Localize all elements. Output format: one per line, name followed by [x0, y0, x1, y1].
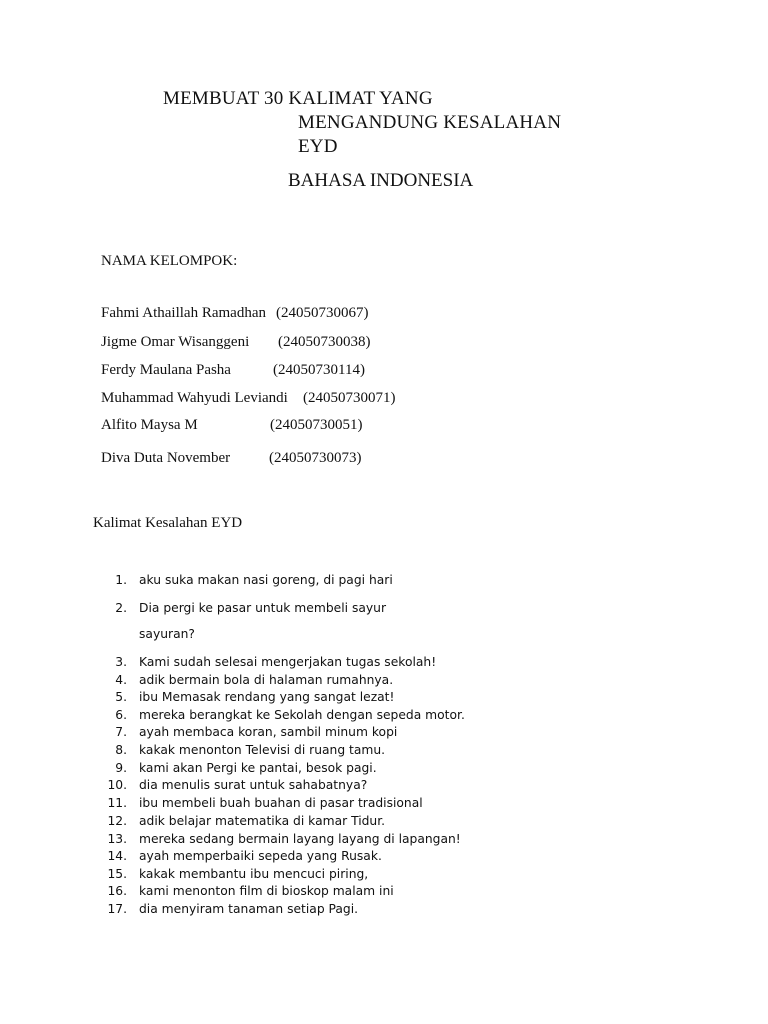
list-item-text: adik bermain bola di halaman rumahnya.: [139, 673, 394, 687]
list-item-text: mereka sedang bermain layang layang di lapangan!: [139, 832, 461, 846]
list-item-number: 5.: [115, 690, 127, 704]
list-item-number: 14.: [107, 849, 127, 863]
list-item: [0, 814, 768, 832]
member-id: (24050730067): [276, 305, 369, 321]
list-item-number: 8.: [115, 743, 127, 757]
list-item-text: dia menulis surat untuk sahabatnya?: [139, 778, 368, 792]
section-heading: Kalimat Kesalahan EYD: [93, 515, 243, 531]
member-id: (24050730071): [303, 390, 396, 406]
list-item-number: 12.: [107, 814, 127, 828]
list-item: [0, 601, 768, 619]
list-item-number: 10.: [107, 778, 127, 792]
list-item: [0, 655, 768, 673]
member-row: [101, 305, 431, 325]
list-item: [0, 884, 768, 902]
list-item: [0, 573, 768, 591]
list-item-continuation: [0, 627, 768, 645]
list-item: [0, 849, 768, 867]
list-item-number: 16.: [107, 884, 127, 898]
list-item: [0, 725, 768, 743]
list-item-text: kakak membantu ibu mencuci piring,: [139, 867, 369, 881]
list-item-text: ayah memperbaiki sepeda yang Rusak.: [139, 849, 382, 863]
title-line-3: EYD: [298, 136, 338, 157]
title-line-1: MEMBUAT 30 KALIMAT YANG: [163, 88, 433, 109]
member-row: [101, 390, 431, 410]
list-item-text: aku suka makan nasi goreng, di pagi hari: [139, 573, 393, 587]
list-item-number: 7.: [115, 725, 127, 739]
list-item-number: 15.: [107, 867, 127, 881]
list-item: [0, 708, 768, 726]
list-item-text: Dia pergi ke pasar untuk membeli sayur: [139, 601, 387, 615]
member-name: Alfito Maysa M: [101, 417, 198, 433]
list-item-text: kami menonton film di bioskop malam ini: [139, 884, 394, 898]
list-item-text: sayuran?: [139, 627, 195, 641]
list-item-number: 2.: [115, 601, 127, 615]
list-item-number: 1.: [115, 573, 127, 587]
list-item-text: kami akan Pergi ke pantai, besok pagi.: [139, 761, 377, 775]
list-item: [0, 796, 768, 814]
list-item-text: ibu Memasak rendang yang sangat lezat!: [139, 690, 395, 704]
list-item: [0, 690, 768, 708]
member-name: Ferdy Maulana Pasha: [101, 362, 231, 378]
list-item-text: Kami sudah selesai mengerjakan tugas sekolah!: [139, 655, 437, 669]
member-name: Diva Duta November: [101, 450, 231, 466]
list-item-number: 6.: [115, 708, 127, 722]
list-item-text: mereka berangkat ke Sekolah dengan sepeda motor.: [139, 708, 465, 722]
member-name: Jigme Omar Wisanggeni: [101, 334, 250, 350]
list-item: [0, 902, 768, 920]
member-id: (24050730073): [269, 450, 362, 466]
member-row: [101, 334, 431, 354]
member-id: (24050730051): [270, 417, 363, 433]
list-item-number: 3.: [115, 655, 127, 669]
member-row: [101, 450, 431, 470]
list-item-number: 4.: [115, 673, 127, 687]
list-item: [0, 832, 768, 850]
list-item-number: 11.: [107, 796, 127, 810]
list-item-text: ibu membeli buah buahan di pasar tradisional: [139, 796, 423, 810]
group-label: NAMA KELOMPOK:: [101, 253, 238, 269]
member-row: [101, 362, 431, 382]
member-row: [101, 417, 431, 437]
list-item-number: 17.: [107, 902, 127, 916]
list-item-number: 13.: [107, 832, 127, 846]
subject-heading: BAHASA INDONESIA: [288, 170, 474, 191]
list-item-text: adik belajar matematika di kamar Tidur.: [139, 814, 386, 828]
list-item: [0, 761, 768, 779]
list-item-number: 9.: [115, 761, 127, 775]
member-name: Muhammad Wahyudi Leviandi: [101, 390, 288, 406]
member-name: Fahmi Athaillah Ramadhan: [101, 305, 266, 321]
list-item-text: dia menyiram tanaman setiap Pagi.: [139, 902, 359, 916]
list-item: [0, 673, 768, 691]
list-item-text: ayah membaca koran, sambil minum kopi: [139, 725, 398, 739]
list-item: [0, 778, 768, 796]
member-id: (24050730038): [278, 334, 371, 350]
member-id: (24050730114): [273, 362, 365, 378]
list-item: [0, 743, 768, 761]
title-line-2: MENGANDUNG KESALAHAN: [298, 112, 562, 133]
list-item-text: kakak menonton Televisi di ruang tamu.: [139, 743, 386, 757]
list-item: [0, 867, 768, 885]
